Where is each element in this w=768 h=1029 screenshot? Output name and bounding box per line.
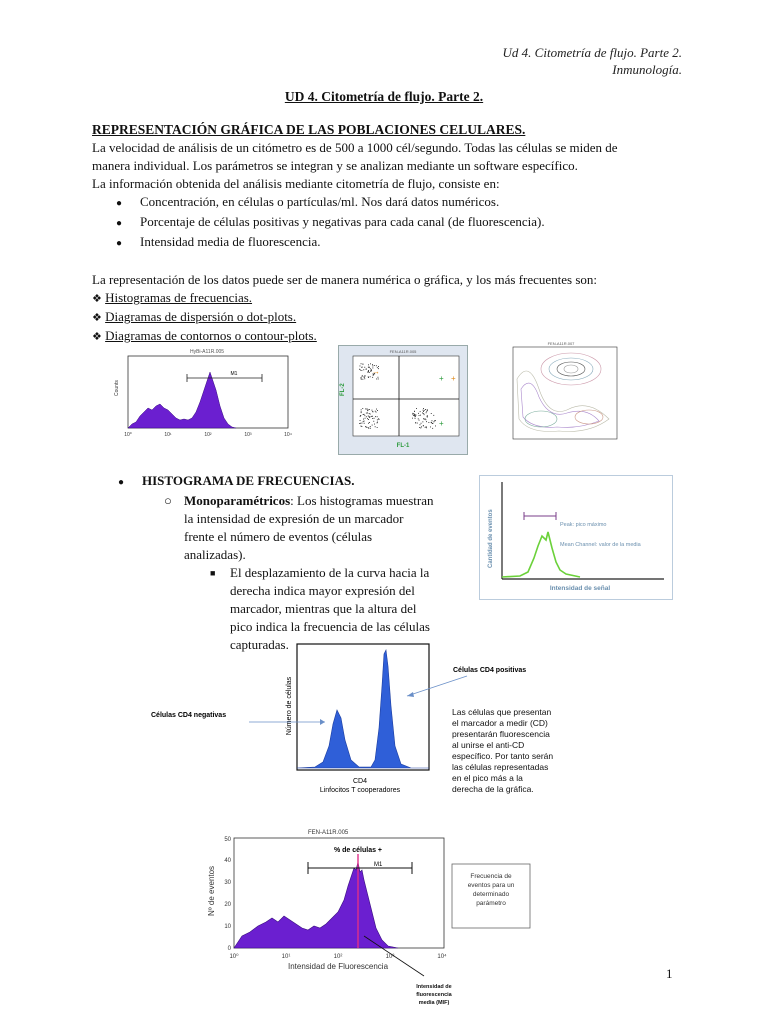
fig5-xlabel-2: Linfocitos T cooperadores bbox=[319, 787, 401, 794]
svg-text:10³: 10³ bbox=[385, 954, 395, 960]
fig4-peak: Peak: pico máximo bbox=[560, 522, 607, 528]
dot-plot-thumbnail bbox=[338, 345, 468, 455]
svg-text:+: + bbox=[439, 374, 444, 383]
type-item: ❖ Diagramas de dispersión o dot-plots. bbox=[92, 309, 297, 324]
svg-text:+: + bbox=[439, 419, 444, 428]
svg-text:10³: 10³ bbox=[244, 432, 252, 438]
fig1-marker: M1 bbox=[230, 371, 238, 377]
subsection-monoparametricos: ○ Monoparamétricos: Los histogramas muestran la intensidad de expresión de un marcador frente el número de eventos (células analizadas). bbox=[164, 493, 434, 562]
fig6-ylabel: Nº de eventos bbox=[207, 865, 216, 916]
page-number: 1 bbox=[666, 966, 673, 981]
svg-text:específico. Por tanto serán: específico. Por tanto serán bbox=[452, 751, 554, 761]
page-title: UD 4. Citometría de flujo. Parte 2. bbox=[284, 89, 484, 104]
fig6-pct: % de células + bbox=[333, 847, 383, 854]
section-2-heading: ● HISTOGRAMA DE FRECUENCIAS. bbox=[118, 473, 355, 488]
header-line-1: Ud 4. Citometría de flujo. Parte 2. bbox=[502, 45, 682, 60]
contour-plot-thumbnail bbox=[499, 339, 619, 449]
svg-text:10⁴: 10⁴ bbox=[284, 432, 292, 438]
info-item: ● Concentración, en células o partículas/ml. Nos dará datos numéricos. bbox=[116, 194, 500, 209]
para-1-line-2: manera individual. Los parámetros se integran y se analizan mediante un software específico. bbox=[92, 158, 578, 173]
fig1-ylabel: Counts bbox=[114, 380, 120, 396]
svg-text:fluorescencia: fluorescencia bbox=[416, 992, 452, 998]
svg-text:parámetro: parámetro bbox=[476, 900, 506, 907]
svg-text:50: 50 bbox=[224, 837, 231, 843]
fluorescence-histogram-figure bbox=[198, 826, 534, 1024]
svg-text:Intensidad de: Intensidad de bbox=[416, 984, 452, 990]
svg-text:10⁰: 10⁰ bbox=[124, 432, 132, 438]
para-1-line-1: La velocidad de análisis de un citómetro es de 500 a 1000 cél/segundo. Todas las células se miden de bbox=[92, 140, 618, 155]
fig4-xlabel: Intensidad de señal bbox=[549, 585, 611, 592]
running-header bbox=[503, 44, 682, 78]
svg-text:Frecuencia de: Frecuencia de bbox=[470, 873, 512, 880]
fig3-title: FEN-A11R.007 bbox=[547, 341, 575, 346]
fig5-neg-label: Células CD4 negativas bbox=[151, 712, 227, 719]
svg-text:Las células que presentan: Las células que presentan bbox=[452, 707, 552, 717]
info-item: ● Intensidad media de fluorescencia. bbox=[116, 234, 321, 249]
svg-text:10: 10 bbox=[224, 924, 231, 930]
type-item: ❖ Histogramas de frecuencias. bbox=[92, 290, 253, 305]
svg-text:→: → bbox=[372, 367, 380, 376]
svg-text:media (MIF): media (MIF) bbox=[418, 1000, 450, 1006]
fig2-ylabel: FL-2 bbox=[340, 383, 346, 396]
svg-text:20: 20 bbox=[224, 902, 231, 908]
svg-text:10⁴: 10⁴ bbox=[437, 954, 447, 960]
fig4-mean: Mean Channel: valor de la media bbox=[560, 542, 641, 548]
svg-text:derecha de la gráfica.: derecha de la gráfica. bbox=[452, 784, 534, 794]
svg-text:0: 0 bbox=[227, 946, 231, 952]
section-1-heading: REPRESENTACIÓN GRÁFICA DE LAS POBLACIONES CELULARES. bbox=[92, 122, 526, 137]
subsection-detail: ■ El desplazamiento de la curva hacia la derecha indica mayor expresión del marcador, mientras que la altura del pico indica la frecuencia de las células capturadas. bbox=[210, 565, 430, 652]
svg-text:10²: 10² bbox=[204, 432, 212, 438]
fig5-xlabel-1: CD4 bbox=[352, 778, 368, 785]
svg-text:en el pico más a la: en el pico más a la bbox=[452, 773, 523, 783]
info-list bbox=[92, 193, 692, 253]
svg-text:el marcador a medir (CD): el marcador a medir (CD) bbox=[452, 718, 548, 728]
svg-text:las células representadas: las células representadas bbox=[452, 762, 549, 772]
type-item: ❖ Diagramas de contornos o contour-plots. bbox=[92, 328, 317, 343]
header-line-2: Inmunología. bbox=[612, 62, 682, 77]
svg-text:10¹: 10¹ bbox=[164, 432, 172, 438]
fig4-ylabel: Cantidad de eventos bbox=[488, 509, 494, 568]
svg-text:10⁰: 10⁰ bbox=[229, 954, 239, 960]
svg-text:10¹: 10¹ bbox=[281, 954, 291, 960]
fig6-title: FEN-A11R.005 bbox=[308, 830, 349, 836]
schematic-histogram bbox=[479, 475, 673, 600]
fig6-marker: M1 bbox=[374, 862, 383, 868]
fig5-ylabel: Número de células bbox=[286, 676, 293, 736]
fig6-xlabel: Intensidad de Fluorescencia bbox=[287, 962, 389, 971]
svg-text:10²: 10² bbox=[333, 954, 343, 960]
svg-text:presentarán fluorescencia: presentarán fluorescencia bbox=[452, 729, 550, 739]
fig2-title: FEN-A11R.005 bbox=[389, 349, 417, 354]
svg-text:30: 30 bbox=[224, 880, 231, 886]
svg-text:determinado: determinado bbox=[472, 891, 510, 898]
svg-text:+: + bbox=[451, 374, 456, 383]
svg-text:40: 40 bbox=[224, 858, 231, 864]
para-3: La representación de los datos puede ser de manera numérica o gráfica, y los más frecuentes son: bbox=[92, 272, 597, 287]
fig1-title: HyBi-A11R.005 bbox=[189, 349, 225, 355]
histogram-thumbnail bbox=[112, 346, 297, 441]
svg-text:eventos para un: eventos para un bbox=[467, 882, 515, 889]
cd4-histogram-figure bbox=[145, 636, 585, 808]
info-item: ● Porcentaje de células positivas y negativas para cada canal (de fluorescencia). bbox=[116, 214, 545, 229]
fig5-pos-label: Células CD4 positivas bbox=[453, 667, 527, 674]
svg-text:al unirse el anti-CD: al unirse el anti-CD bbox=[452, 740, 525, 750]
section-2 bbox=[118, 472, 468, 654]
para-2: La información obtenida del análisis mediante citometría de flujo, consiste en: bbox=[92, 176, 500, 191]
section-1 bbox=[92, 121, 692, 346]
types-list bbox=[92, 289, 692, 346]
fig2-xlabel: FL-1 bbox=[396, 443, 410, 449]
